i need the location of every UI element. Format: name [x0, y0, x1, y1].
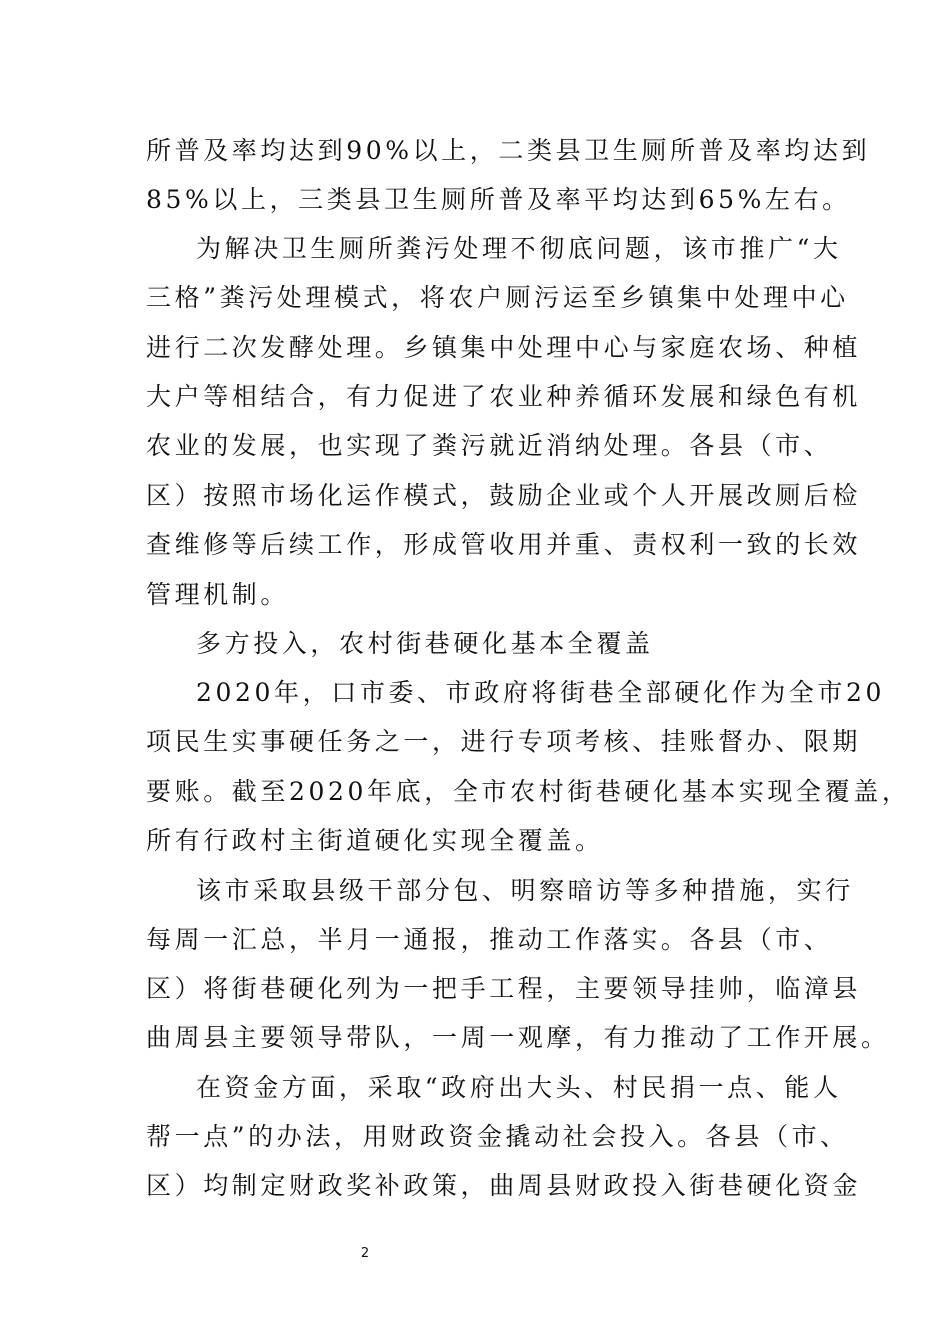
text-line: 查维修等后续工作，形成管收用并重、责权利一致的长效	[146, 530, 862, 559]
text-line: 区）均制定财政奖补政策，曲周县财政投入街巷硬化资金	[146, 1171, 862, 1200]
text-line: 三格”粪污处理模式，将农户厕污运至乡镇集中处理中心	[146, 283, 849, 312]
text-line: 农业的发展，也实现了粪污就近消纳处理。各县（市、	[146, 431, 833, 460]
text-line: 每周一汇总，半月一通报，推动工作落实。各县（市、	[146, 925, 833, 954]
text-line: 85%以上，三类县卫生厕所普及率平均达到65%左右。	[146, 185, 851, 214]
text-line: 所普及率均达到90%以上，二类县卫生厕所普及率均达到	[146, 136, 871, 165]
paragraph-first-line: 为解决卫生厕所粪污处理不彻底问题，该市推广“大	[196, 234, 842, 263]
text-line: 进行二次发酵处理。乡镇集中处理中心与家庭农场、种植	[146, 333, 862, 362]
text-line: 帮一点”的办法，用财政资金撬动社会投入。各县（市、	[146, 1122, 849, 1151]
text-line: 管理机制。	[146, 580, 290, 609]
paragraph-first-line: 2020年，口市委、市政府将街巷全部硬化作为全市20	[196, 678, 886, 707]
paragraph-first-line: 该市采取县级干部分包、明察暗访等多种措施，实行	[196, 876, 854, 905]
section-heading: 多方投入，农村街巷硬化基本全覆盖	[196, 629, 654, 658]
text-line: 要账。截至2020年底，全市农村街巷硬化基本实现全覆盖，	[146, 777, 911, 806]
text-line: 曲周县主要领导带队，一周一观摩，有力推动了工作开展。	[146, 1023, 890, 1052]
text-line: 所有行政村主街道硬化实现全覆盖。	[146, 826, 604, 855]
text-line: 项民生实事硬任务之一，进行专项考核、挂账督办、限期	[146, 727, 862, 756]
paragraph-first-line: 在资金方面，采取“政府出大头、村民捐一点、能人	[196, 1073, 842, 1102]
text-line: 区）按照市场化运作模式，鼓励企业或个人开展改厕后检	[146, 481, 862, 510]
page-number: 2	[360, 1246, 370, 1261]
text-line: 大户等相结合，有力促进了农业种养循环发展和绿色有机	[146, 382, 862, 411]
text-line: 区）将街巷硬化列为一把手工程，主要领导挂帅，临漳县	[146, 974, 862, 1003]
